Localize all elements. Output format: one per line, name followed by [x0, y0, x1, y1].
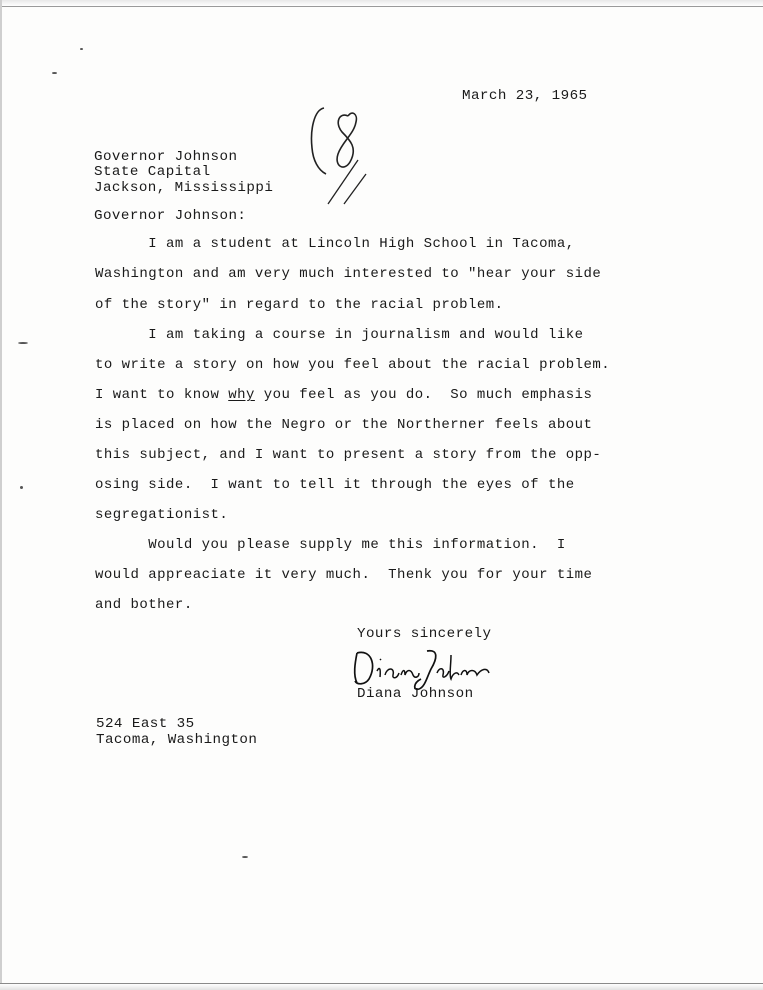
salutation: Governor Johnson:	[94, 208, 247, 224]
closing: Yours sincerely	[357, 626, 492, 642]
paragraph-3-line-3: and bother.	[95, 597, 193, 613]
paragraph-2-line-1: I am taking a course in journalism and would like	[95, 327, 584, 343]
signer-name: Diana Johnson	[357, 686, 474, 702]
recipient-name: Governor Johnson	[94, 149, 238, 165]
paragraph-2-line-2: to write a story on how you feel about the racial problem.	[95, 357, 611, 373]
paragraph-1-line-1: I am a student at Lincoln High School in Tacoma,	[95, 236, 575, 252]
paragraph-1-line-3: of the story" in regard to the racial problem.	[95, 297, 504, 313]
scan-speck	[80, 48, 83, 50]
paragraph-3-line-1: Would you please supply me this information. I	[95, 537, 566, 553]
paragraph-2-line-3-end: you feel as you do. So much emphasis	[254, 387, 593, 403]
scan-speck	[242, 856, 248, 858]
scan-speck	[52, 72, 57, 74]
paragraph-2-line-6: osing side. I want to tell it through the eyes of the	[95, 477, 575, 493]
scan-top-edge	[0, 0, 763, 7]
letter-date: March 23, 1965	[462, 88, 588, 104]
paragraph-2-line-7: segregationist.	[95, 507, 229, 523]
paragraph-1-line-2: Washington and am very much interested to "hear your side	[95, 266, 602, 282]
paragraph-2-line-5: this subject, and I want to present a story from the opp-	[95, 447, 602, 463]
scan-speck	[18, 342, 28, 344]
paragraph-3-line-2: would appreaciate it very much. Thenk you for your time	[95, 567, 593, 583]
scan-left-edge	[0, 0, 2, 990]
paragraph-2-line-3-start: I want to know	[95, 387, 229, 403]
underlined-why: why	[228, 387, 255, 403]
return-address-line-2: Tacoma, Washington	[96, 732, 258, 748]
return-address-line-1: 524 East 35	[96, 716, 195, 732]
handwritten-filing-mark	[300, 100, 380, 210]
recipient-address-line-2: State Capital	[94, 164, 211, 180]
paragraph-2-line-4: is placed on how the Negro or the Northerner feels about	[95, 417, 593, 433]
recipient-address-line-3: Jackson, Mississippi	[94, 180, 274, 196]
paragraph-2-line-3	[95, 387, 592, 403]
scan-bottom-edge	[0, 983, 763, 990]
handwritten-signature	[347, 645, 507, 691]
scan-speck	[20, 486, 23, 489]
